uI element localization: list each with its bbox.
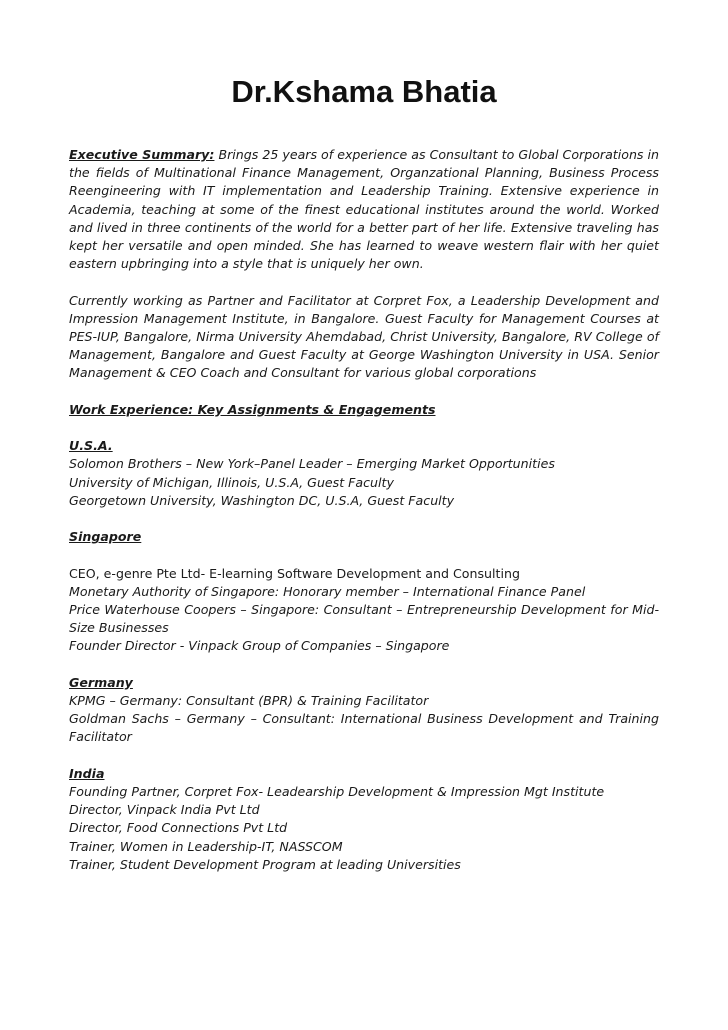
list-item: University of Michigan, Illinois, U.S.A, Guest Faculty <box>69 474 394 490</box>
current-position: Currently working as Partner and Facilitator at Corpret Fox, a Leadership Development and Impression Management Institute, in Bangalore. Guest Faculty for Management Courses at PES-IUP, Bangalore, Nirma University Ahemdabad, Christ University, Bangalore, RV College of Management, Bangalore and Guest Faculty at George Washington University in USA. Senior Management & CEO Coach and Consultant for various global corporations <box>69 292 659 381</box>
executive-summary <box>69 146 659 273</box>
list-item: KPMG – Germany: Consultant (BPR) & Training Facilitator <box>69 693 429 708</box>
germany-heading: Germany <box>69 674 133 690</box>
resume-body <box>69 146 659 874</box>
usa-heading: U.S.A. <box>69 438 113 454</box>
list-item: Monetary Authority of Singapore: Honorary member – International Finance Panel <box>69 583 586 599</box>
executive-summary-label: Executive Summary: <box>69 147 215 162</box>
list-item: Georgetown University, Washington DC, U.S.A, Guest Faculty <box>69 492 455 508</box>
executive-summary-text: Brings 25 years of experience as Consultant to Global Corporations in the fields of Multinational Finance Management, Organzational Planning, Business Process Reengineering with IT implementation and Leadership Training. Extensive experience in Academia, teaching at some of the finest educational institutes around the world. Worked and lived in three continents of the world for a better part of her life. Extensive traveling has kept her versatile and open minded. She has learned to weave western flair with her quiet eastern upbringing into a style that is uniquely her own. <box>69 147 659 272</box>
list-item: Price Waterhouse Coopers – Singapore: Consultant – Entrepreneurship Development for Mid-Size Businesses <box>69 602 659 636</box>
singapore-heading: Singapore <box>69 529 142 545</box>
list-item: Trainer, Women in Leadership-IT, NASSCOM <box>69 838 343 854</box>
list-item: Director, Vinpack India Pvt Ltd <box>69 802 260 818</box>
list-item: Director, Food Connections Pvt Ltd <box>69 820 288 836</box>
work-experience-heading: Work Experience: Key Assignments & Engagements <box>69 401 436 417</box>
list-item: Goldman Sachs – Germany – Consultant: International Business Development and Training Facilitator <box>69 711 659 745</box>
india-heading: India <box>69 765 105 781</box>
list-item: CEO, e-genre Pte Ltd- E-learning Software Development and Consulting <box>69 565 520 581</box>
list-item: Founding Partner, Corpret Fox- Leadearship Development & Impression Mgt Institute <box>69 784 605 799</box>
list-item: Founder Director - Vinpack Group of Companies – Singapore <box>69 638 450 654</box>
page-title: Dr.Kshama Bhatia <box>231 74 497 109</box>
list-item: Trainer, Student Development Program at leading Universities <box>69 856 461 872</box>
list-item: Solomon Brothers – New York–Panel Leader – Emerging Market Opportunities <box>69 456 555 472</box>
